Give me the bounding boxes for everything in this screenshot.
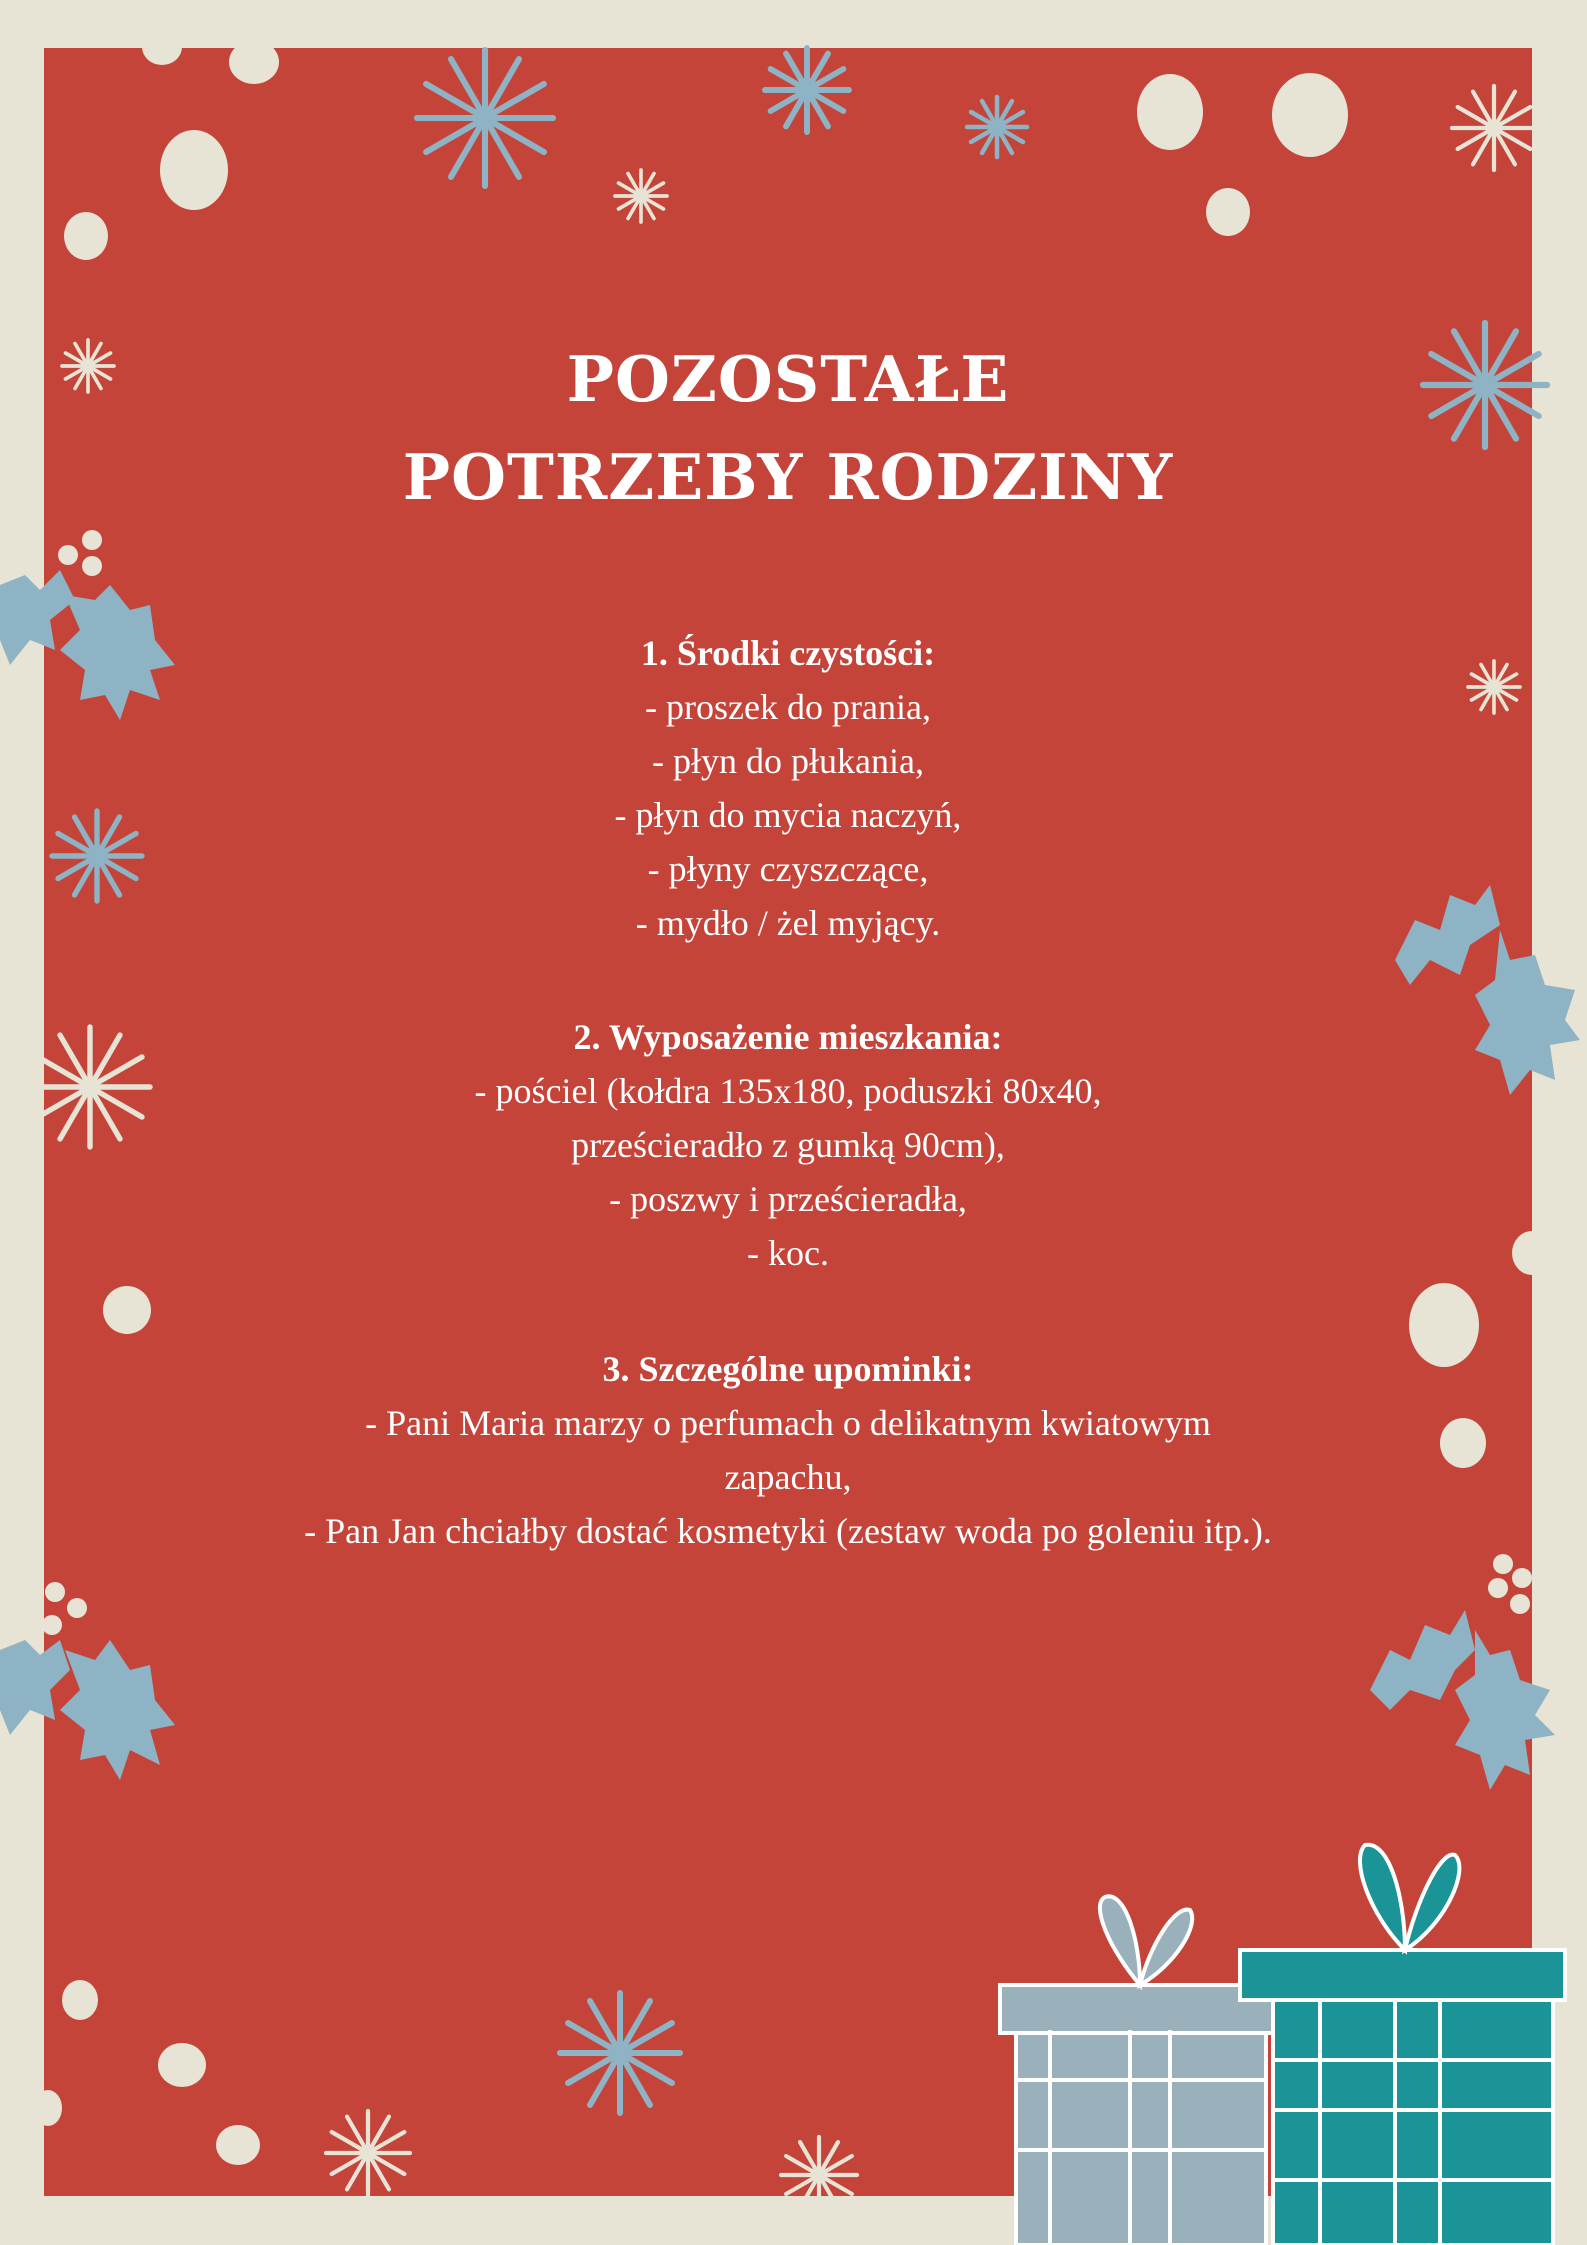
list-item: - płyn do płukania, bbox=[652, 741, 924, 781]
list-item: - proszek do prania, bbox=[645, 687, 931, 727]
list-item: - mydło / żel myjący. bbox=[635, 903, 941, 943]
section-heading: 3. Szczególne upominki: bbox=[602, 1349, 974, 1389]
section-home-equipment bbox=[44, 1010, 1532, 1280]
list-item: - płyny czyszczące, bbox=[647, 849, 929, 889]
list-item: - poszwy i prześcieradła, bbox=[609, 1179, 967, 1219]
section-cleaning-supplies bbox=[44, 626, 1532, 950]
list-item: - Pani Maria marzy o perfumach o delikatnym kwiatowym bbox=[365, 1403, 1211, 1443]
section-special-gifts bbox=[44, 1342, 1532, 1558]
section-heading: 2. Wyposażenie mieszkania: bbox=[573, 1017, 1003, 1057]
list-item: - płyn do mycia naczyń, bbox=[614, 795, 962, 835]
title-line-2: POTRZEBY RODZINY bbox=[402, 440, 1174, 514]
page-title bbox=[44, 330, 1532, 526]
section-heading: 1. Środki czystości: bbox=[640, 633, 936, 673]
list-item: prześcieradło z gumką 90cm), bbox=[571, 1125, 1005, 1165]
list-item: - pościel (kołdra 135x180, poduszki 80x40, bbox=[474, 1071, 1102, 1111]
list-item: - koc. bbox=[747, 1233, 829, 1273]
title-line-1: POZOSTAŁE bbox=[566, 342, 1010, 416]
list-item: - Pan Jan chciałby dostać kosmetyki (zestaw woda po goleniu itp.). bbox=[304, 1511, 1272, 1551]
list-item: zapachu, bbox=[724, 1457, 852, 1497]
